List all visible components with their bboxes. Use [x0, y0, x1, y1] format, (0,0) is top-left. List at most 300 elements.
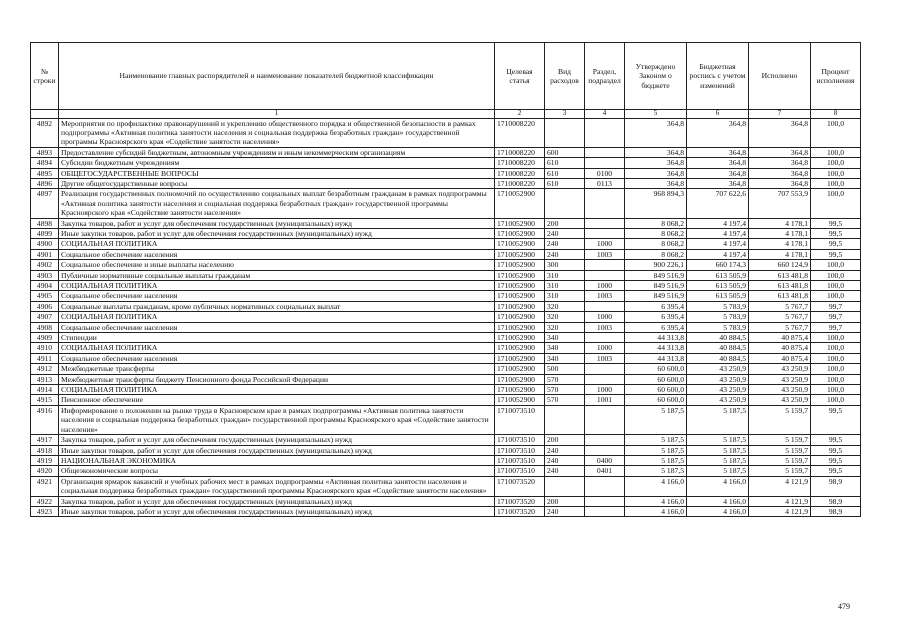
table-row — [31, 445, 861, 455]
row-expense-type: 310 — [545, 281, 585, 291]
row-percent: 99,5 — [811, 455, 861, 465]
row-budget-list: 364,8 — [687, 147, 749, 157]
row-expense-type: 340 — [545, 333, 585, 343]
row-expense-type: 240 — [545, 466, 585, 476]
row-section: 1003 — [585, 291, 625, 301]
row-target-article: 1710052900 — [495, 333, 545, 343]
row-percent: 100,0 — [811, 291, 861, 301]
table-row — [31, 189, 861, 218]
row-approved: 8 068,2 — [625, 239, 687, 249]
row-name: СОЦИАЛЬНАЯ ПОЛИТИКА — [59, 343, 495, 353]
row-budget-list: 4 166,0 — [687, 496, 749, 506]
row-executed: 5 159,7 — [749, 455, 811, 465]
row-budget-list: 660 174,3 — [687, 260, 749, 270]
row-number: 4895 — [31, 168, 59, 178]
row-approved: 364,8 — [625, 147, 687, 157]
row-approved: 60 600,0 — [625, 364, 687, 374]
row-target-article: 1710073510 — [495, 455, 545, 465]
row-section: 0401 — [585, 466, 625, 476]
table-row — [31, 333, 861, 343]
row-budget-list: 4 197,4 — [687, 239, 749, 249]
table-row — [31, 455, 861, 465]
row-name: СОЦИАЛЬНАЯ ПОЛИТИКА — [59, 239, 495, 249]
row-section — [585, 147, 625, 157]
row-section — [585, 270, 625, 280]
row-expense-type: 320 — [545, 312, 585, 322]
header-section: Раздел, подраздел — [585, 43, 625, 110]
row-section — [585, 118, 625, 147]
row-approved: 6 395,4 — [625, 312, 687, 322]
row-number: 4921 — [31, 476, 59, 496]
row-name: Социальное обеспечение населения — [59, 291, 495, 301]
colnum: 8 — [811, 110, 861, 119]
row-budget-list: 364,8 — [687, 178, 749, 188]
row-target-article: 1710052900 — [495, 291, 545, 301]
row-approved: 849 516,9 — [625, 291, 687, 301]
row-target-article: 1710052900 — [495, 301, 545, 311]
row-budget-list: 613 505,9 — [687, 291, 749, 301]
row-approved: 849 516,9 — [625, 270, 687, 280]
row-expense-type: 320 — [545, 322, 585, 332]
row-section — [585, 333, 625, 343]
row-target-article: 1710052900 — [495, 281, 545, 291]
row-approved: 60 600,0 — [625, 395, 687, 405]
row-percent: 100,0 — [811, 158, 861, 168]
row-section — [585, 218, 625, 228]
row-approved: 60 600,0 — [625, 385, 687, 395]
header-name: Наименование главных распорядителей и наименование показателей бюджетной классификации — [59, 43, 495, 110]
row-executed: 43 250,9 — [749, 385, 811, 395]
row-name: Общеэкономические вопросы — [59, 466, 495, 476]
row-budget-list: 43 250,9 — [687, 395, 749, 405]
row-target-article: 1710052900 — [495, 374, 545, 384]
row-name: Межбюджетные трансферты — [59, 364, 495, 374]
row-executed: 4 178,1 — [749, 239, 811, 249]
row-percent: 100,0 — [811, 385, 861, 395]
row-percent: 100,0 — [811, 270, 861, 280]
row-budget-list: 4 197,4 — [687, 249, 749, 259]
row-number: 4913 — [31, 374, 59, 384]
row-approved: 849 516,9 — [625, 281, 687, 291]
row-percent: 99,7 — [811, 301, 861, 311]
table-row — [31, 395, 861, 405]
row-target-article: 1710052900 — [495, 228, 545, 238]
table-row — [31, 281, 861, 291]
row-name: Реализация государственных полномочий по осуществлению социальных выплат безработным гражданам в рамках подпрограммы «Активная политика занятости населения и социальная поддержка безработных граждан» государственной программы Красноярского края «Содействие занятости населения» — [59, 189, 495, 218]
row-executed: 4 178,1 — [749, 218, 811, 228]
row-executed: 5 159,7 — [749, 435, 811, 445]
row-executed: 364,8 — [749, 147, 811, 157]
row-number: 4894 — [31, 158, 59, 168]
table-row — [31, 374, 861, 384]
header-budget-list: Бюджетная роспись с учетом изменений — [687, 43, 749, 110]
row-name: СОЦИАЛЬНАЯ ПОЛИТИКА — [59, 281, 495, 291]
row-percent: 100,0 — [811, 281, 861, 291]
row-target-article: 1710052900 — [495, 385, 545, 395]
header-approved: Утверждено Законом о бюджете — [625, 43, 687, 110]
row-number: 4900 — [31, 239, 59, 249]
row-name: Закупка товаров, работ и услуг для обеспечения государственных (муниципальных) нужд — [59, 218, 495, 228]
row-executed: 4 178,1 — [749, 228, 811, 238]
row-target-article: 1710052900 — [495, 395, 545, 405]
row-target-article: 1710052900 — [495, 239, 545, 249]
table-row — [31, 249, 861, 259]
row-number: 4914 — [31, 385, 59, 395]
row-percent: 99,5 — [811, 405, 861, 434]
row-name: Стипендии — [59, 333, 495, 343]
row-target-article: 1710052900 — [495, 312, 545, 322]
row-target-article: 1710052900 — [495, 270, 545, 280]
row-expense-type: 240 — [545, 455, 585, 465]
row-expense-type — [545, 405, 585, 434]
table-row — [31, 322, 861, 332]
row-section — [585, 496, 625, 506]
row-budget-list: 5 187,5 — [687, 455, 749, 465]
row-percent: 100,0 — [811, 260, 861, 270]
row-approved: 5 187,5 — [625, 466, 687, 476]
row-percent: 99,5 — [811, 435, 861, 445]
colnum: 6 — [687, 110, 749, 119]
table-row — [31, 291, 861, 301]
table-row — [31, 385, 861, 395]
row-approved: 364,8 — [625, 168, 687, 178]
row-percent: 98,9 — [811, 476, 861, 496]
row-expense-type: 340 — [545, 343, 585, 353]
row-executed: 5 159,7 — [749, 445, 811, 455]
row-budget-list: 613 505,9 — [687, 270, 749, 280]
row-percent: 100,0 — [811, 353, 861, 363]
row-approved: 6 395,4 — [625, 322, 687, 332]
row-name: Иные закупки товаров, работ и услуг для обеспечения государственных (муниципальных) нужд — [59, 445, 495, 455]
row-approved: 44 313,8 — [625, 333, 687, 343]
row-executed: 613 481,8 — [749, 281, 811, 291]
row-name: Межбюджетные трансферты бюджету Пенсионного фонда Российской Федерации — [59, 374, 495, 384]
row-executed: 364,8 — [749, 158, 811, 168]
row-budget-list: 40 884,5 — [687, 353, 749, 363]
row-budget-list: 5 783,9 — [687, 322, 749, 332]
row-number: 4919 — [31, 455, 59, 465]
row-percent: 100,0 — [811, 395, 861, 405]
row-percent: 99,5 — [811, 228, 861, 238]
row-name: Социальное обеспечение населения — [59, 249, 495, 259]
row-percent: 99,5 — [811, 445, 861, 455]
row-expense-type: 570 — [545, 395, 585, 405]
colnum: 1 — [59, 110, 495, 119]
row-name: Закупка товаров, работ и услуг для обеспечения государственных (муниципальных) нужд — [59, 496, 495, 506]
row-percent: 99,5 — [811, 466, 861, 476]
row-percent: 100,0 — [811, 178, 861, 188]
row-percent: 100,0 — [811, 168, 861, 178]
row-number: 4907 — [31, 312, 59, 322]
row-expense-type: 200 — [545, 435, 585, 445]
row-approved: 8 068,2 — [625, 218, 687, 228]
row-percent: 99,7 — [811, 322, 861, 332]
row-number: 4893 — [31, 147, 59, 157]
row-percent: 100,0 — [811, 118, 861, 147]
row-budget-list: 5 187,5 — [687, 435, 749, 445]
row-name: ОБЩЕГОСУДАРСТВЕННЫЕ ВОПРОСЫ — [59, 168, 495, 178]
row-approved: 364,8 — [625, 178, 687, 188]
row-approved: 900 226,1 — [625, 260, 687, 270]
row-name: Социальные выплаты гражданам, кроме публичных нормативных социальных выплат — [59, 301, 495, 311]
row-expense-type: 570 — [545, 385, 585, 395]
row-percent: 99,5 — [811, 218, 861, 228]
row-expense-type: 310 — [545, 291, 585, 301]
row-name: Закупка товаров, работ и услуг для обеспечения государственных (муниципальных) нужд — [59, 435, 495, 445]
budget-table — [30, 42, 861, 517]
row-approved: 44 313,8 — [625, 353, 687, 363]
row-expense-type: 240 — [545, 228, 585, 238]
row-section: 1001 — [585, 395, 625, 405]
row-name: Пенсионное обеспечение — [59, 395, 495, 405]
row-expense-type: 500 — [545, 364, 585, 374]
row-section — [585, 476, 625, 496]
row-section — [585, 260, 625, 270]
row-approved: 6 395,4 — [625, 301, 687, 311]
row-budget-list: 4 166,0 — [687, 476, 749, 496]
row-approved: 5 187,5 — [625, 405, 687, 434]
row-target-article: 1710073520 — [495, 496, 545, 506]
row-section: 1003 — [585, 353, 625, 363]
row-name: Социальное обеспечение и иные выплаты населению — [59, 260, 495, 270]
row-target-article: 1710008220 — [495, 147, 545, 157]
row-executed: 4 121,9 — [749, 496, 811, 506]
row-target-article: 1710073510 — [495, 445, 545, 455]
row-executed: 5 159,7 — [749, 405, 811, 434]
row-section: 1003 — [585, 249, 625, 259]
row-expense-type: 570 — [545, 374, 585, 384]
row-name: Иные закупки товаров, работ и услуг для обеспечения государственных (муниципальных) нужд — [59, 506, 495, 516]
row-approved: 5 187,5 — [625, 445, 687, 455]
row-name: Социальное обеспечение населения — [59, 322, 495, 332]
row-number: 4901 — [31, 249, 59, 259]
colnum: 2 — [495, 110, 545, 119]
row-budget-list: 613 505,9 — [687, 281, 749, 291]
row-executed: 364,8 — [749, 168, 811, 178]
row-number: 4908 — [31, 322, 59, 332]
row-target-article: 1710073510 — [495, 435, 545, 445]
header-executed: Исполнено — [749, 43, 811, 110]
row-target-article: 1710052900 — [495, 218, 545, 228]
row-expense-type: 610 — [545, 158, 585, 168]
row-number: 4909 — [31, 333, 59, 343]
header-row — [31, 43, 861, 110]
row-name: Социальное обеспечение населения — [59, 353, 495, 363]
row-budget-list: 43 250,9 — [687, 374, 749, 384]
row-executed: 4 121,9 — [749, 506, 811, 516]
row-executed: 364,8 — [749, 178, 811, 188]
row-approved: 4 166,0 — [625, 476, 687, 496]
row-section: 1000 — [585, 343, 625, 353]
row-target-article: 1710008220 — [495, 178, 545, 188]
row-budget-list: 5 187,5 — [687, 445, 749, 455]
row-approved: 4 166,0 — [625, 496, 687, 506]
row-approved: 44 313,8 — [625, 343, 687, 353]
row-target-article: 1710052900 — [495, 249, 545, 259]
row-number: 4903 — [31, 270, 59, 280]
row-number: 4897 — [31, 189, 59, 218]
row-executed: 660 124,9 — [749, 260, 811, 270]
row-name: СОЦИАЛЬНАЯ ПОЛИТИКА — [59, 312, 495, 322]
table-row — [31, 496, 861, 506]
colnum: 4 — [585, 110, 625, 119]
row-number: 4923 — [31, 506, 59, 516]
row-executed: 40 875,4 — [749, 353, 811, 363]
table-row — [31, 364, 861, 374]
table-row — [31, 312, 861, 322]
table-row — [31, 168, 861, 178]
row-budget-list: 43 250,9 — [687, 364, 749, 374]
row-section — [585, 374, 625, 384]
row-approved: 8 068,2 — [625, 228, 687, 238]
row-budget-list: 43 250,9 — [687, 385, 749, 395]
row-percent: 99,5 — [811, 249, 861, 259]
row-budget-list: 5 783,9 — [687, 312, 749, 322]
row-target-article: 1710052900 — [495, 353, 545, 363]
row-section: 0400 — [585, 455, 625, 465]
row-section: 0113 — [585, 178, 625, 188]
header-row-number: № строки — [31, 43, 59, 110]
row-approved: 5 187,5 — [625, 455, 687, 465]
row-section — [585, 301, 625, 311]
table-row — [31, 178, 861, 188]
table-row — [31, 476, 861, 496]
row-expense-type — [545, 118, 585, 147]
row-percent: 100,0 — [811, 147, 861, 157]
colnum-blank — [31, 110, 59, 119]
row-budget-list: 4 197,4 — [687, 228, 749, 238]
row-section: 1000 — [585, 239, 625, 249]
table-row — [31, 343, 861, 353]
row-section: 1000 — [585, 281, 625, 291]
row-name: Информирование о положении на рынке труда в Красноярском крае в рамках подпрограммы «Активная политика занятости населения и социальная поддержка безработных граждан» государственной программы Красноярского края «Содействие занятости населения» — [59, 405, 495, 434]
row-name: Субсидии бюджетным учреждениям — [59, 158, 495, 168]
row-budget-list: 5 783,9 — [687, 301, 749, 311]
table-row — [31, 301, 861, 311]
table-row — [31, 118, 861, 147]
row-executed: 613 481,8 — [749, 270, 811, 280]
table-row — [31, 158, 861, 168]
row-expense-type: 240 — [545, 445, 585, 455]
row-target-article: 1710008220 — [495, 168, 545, 178]
row-target-article: 1710008220 — [495, 158, 545, 168]
row-expense-type: 240 — [545, 506, 585, 516]
row-target-article: 1710008220 — [495, 118, 545, 147]
row-number: 4902 — [31, 260, 59, 270]
table-row — [31, 260, 861, 270]
row-target-article: 1710073520 — [495, 476, 545, 496]
row-percent: 100,0 — [811, 343, 861, 353]
table-row — [31, 228, 861, 238]
row-executed: 43 250,9 — [749, 364, 811, 374]
row-number: 4898 — [31, 218, 59, 228]
row-name: СОЦИАЛЬНАЯ ПОЛИТИКА — [59, 385, 495, 395]
table-row — [31, 353, 861, 363]
row-number: 4905 — [31, 291, 59, 301]
row-number: 4918 — [31, 445, 59, 455]
row-percent: 98,9 — [811, 506, 861, 516]
row-expense-type: 600 — [545, 147, 585, 157]
row-expense-type — [545, 476, 585, 496]
row-percent: 99,5 — [811, 239, 861, 249]
row-executed: 364,8 — [749, 118, 811, 147]
colnum: 3 — [545, 110, 585, 119]
row-percent: 100,0 — [811, 189, 861, 218]
row-target-article: 1710052900 — [495, 364, 545, 374]
table-row — [31, 147, 861, 157]
row-section: 1000 — [585, 312, 625, 322]
row-number: 4920 — [31, 466, 59, 476]
row-expense-type: 240 — [545, 249, 585, 259]
row-expense-type: 610 — [545, 178, 585, 188]
row-approved: 60 600,0 — [625, 374, 687, 384]
row-executed: 4 178,1 — [749, 249, 811, 259]
table-row — [31, 270, 861, 280]
row-executed: 40 875,4 — [749, 343, 811, 353]
table-row — [31, 435, 861, 445]
page-number: 479 — [838, 602, 850, 611]
row-expense-type — [545, 189, 585, 218]
row-percent: 100,0 — [811, 374, 861, 384]
row-executed: 43 250,9 — [749, 374, 811, 384]
row-approved: 5 187,5 — [625, 435, 687, 445]
row-name: Публичные нормативные социальные выплаты гражданам — [59, 270, 495, 280]
colnum: 5 — [625, 110, 687, 119]
row-executed: 5 767,7 — [749, 312, 811, 322]
row-expense-type: 240 — [545, 239, 585, 249]
row-number: 4910 — [31, 343, 59, 353]
row-executed: 4 121,9 — [749, 476, 811, 496]
row-budget-list: 364,8 — [687, 158, 749, 168]
row-budget-list: 5 187,5 — [687, 405, 749, 434]
row-section — [585, 189, 625, 218]
row-budget-list: 4 197,4 — [687, 218, 749, 228]
row-section — [585, 435, 625, 445]
row-executed: 40 875,4 — [749, 333, 811, 343]
row-budget-list: 40 884,5 — [687, 333, 749, 343]
row-executed: 5 767,7 — [749, 301, 811, 311]
row-name: НАЦИОНАЛЬНАЯ ЭКОНОМИКА — [59, 455, 495, 465]
row-section — [585, 405, 625, 434]
row-expense-type: 200 — [545, 218, 585, 228]
row-target-article: 1710052900 — [495, 260, 545, 270]
row-number: 4915 — [31, 395, 59, 405]
row-section — [585, 445, 625, 455]
row-expense-type: 310 — [545, 270, 585, 280]
row-executed: 613 481,8 — [749, 291, 811, 301]
row-approved: 364,8 — [625, 118, 687, 147]
row-name: Мероприятия по профилактике правонарушений и укреплению общественного порядка и общественной безопасности в рамках подпрограммы «Активная политика занятости населения и социальная поддержка безработных граждан» государственной программы Красноярского края «Содействие занятости населения» — [59, 118, 495, 147]
table-row — [31, 218, 861, 228]
row-budget-list: 4 166,0 — [687, 506, 749, 516]
row-target-article: 1710052900 — [495, 189, 545, 218]
row-section — [585, 364, 625, 374]
row-executed: 707 553,9 — [749, 189, 811, 218]
row-name: Предоставление субсидий бюджетным, автономным учреждениям и иным некоммерческим организациям — [59, 147, 495, 157]
row-section — [585, 228, 625, 238]
row-budget-list: 364,8 — [687, 168, 749, 178]
row-executed: 5 767,7 — [749, 322, 811, 332]
row-executed: 5 159,7 — [749, 466, 811, 476]
row-number: 4912 — [31, 364, 59, 374]
row-name: Иные закупки товаров, работ и услуг для обеспечения государственных (муниципальных) нужд — [59, 228, 495, 238]
row-approved: 4 166,0 — [625, 506, 687, 516]
table-row — [31, 239, 861, 249]
row-expense-type: 320 — [545, 301, 585, 311]
row-budget-list: 5 187,5 — [687, 466, 749, 476]
header-expense-type: Вид расходов — [545, 43, 585, 110]
row-section: 1003 — [585, 322, 625, 332]
